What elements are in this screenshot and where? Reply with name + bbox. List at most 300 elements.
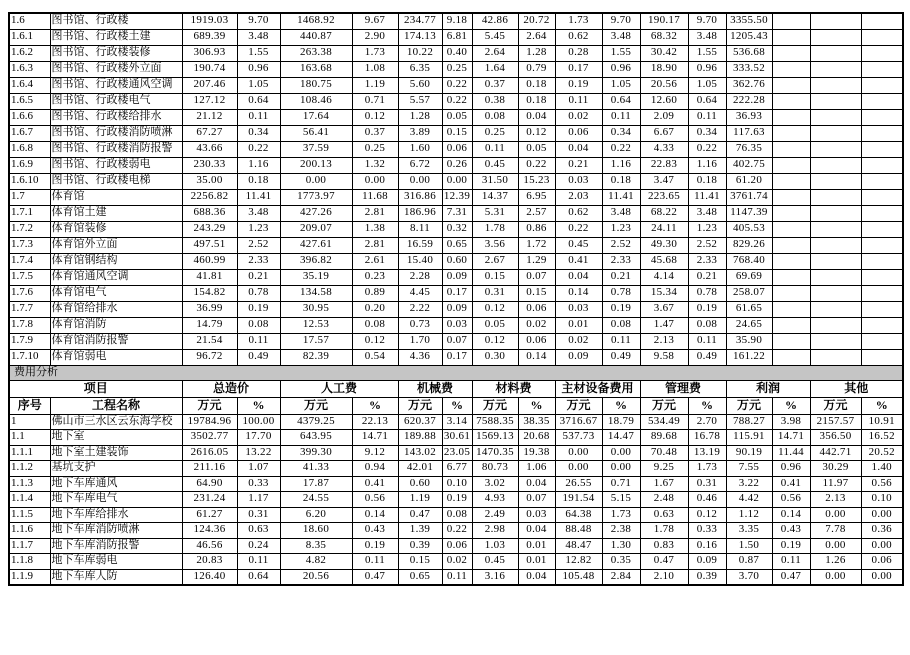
value-cell: 0.06 (555, 125, 602, 141)
value-cell: 0.09 (555, 349, 602, 365)
row-number-cell: 1.1.3 (9, 476, 50, 492)
cost-analysis-grid (8, 12, 904, 586)
value-cell: 68.22 (640, 205, 688, 221)
value-cell: 0.06 (518, 301, 555, 317)
value-cell: 2157.57 (810, 414, 861, 430)
value-cell: 17.64 (280, 109, 352, 125)
value-cell: 88.48 (555, 523, 602, 539)
value-cell: 3.16 (472, 569, 518, 585)
value-cell: 0.06 (442, 538, 472, 554)
value-cell (861, 333, 903, 349)
value-cell: 440.87 (280, 29, 352, 45)
value-cell (772, 93, 810, 109)
value-cell (810, 285, 861, 301)
value-cell: 61.20 (726, 173, 772, 189)
value-cell: 0.96 (772, 461, 810, 477)
value-cell: 0.04 (518, 476, 555, 492)
value-cell: 1.23 (688, 221, 726, 237)
row-number-cell: 1.1 (9, 430, 50, 446)
analysis-table-row (9, 507, 903, 523)
value-cell: 643.95 (280, 430, 352, 446)
row-number-cell: 1.7.1 (9, 205, 50, 221)
value-cell: 0.00 (861, 507, 903, 523)
value-cell: 0.00 (602, 461, 640, 477)
value-cell: 0.43 (352, 523, 398, 539)
value-cell: 0.01 (518, 538, 555, 554)
value-cell: 1773.97 (280, 189, 352, 205)
value-cell: 0.00 (810, 538, 861, 554)
value-cell: 96.72 (182, 349, 237, 365)
value-cell: 0.05 (442, 109, 472, 125)
value-cell: 20.56 (280, 569, 352, 585)
value-cell: 0.19 (442, 492, 472, 508)
value-cell: 2.52 (602, 237, 640, 253)
value-cell: 0.14 (352, 507, 398, 523)
value-cell: 0.00 (861, 538, 903, 554)
value-cell: 0.64 (602, 93, 640, 109)
project-name-cell: 体育馆消防 (50, 317, 182, 333)
top-table-row (9, 285, 903, 301)
row-number-cell: 1.7.10 (9, 349, 50, 365)
analysis-table-row (9, 554, 903, 570)
grid-body (9, 13, 903, 585)
value-cell: 14.47 (602, 430, 640, 446)
project-name-cell: 图书馆、行政楼电梯 (50, 173, 182, 189)
value-cell: 48.47 (555, 538, 602, 554)
column-group-header: 主材设备费用 (555, 380, 640, 397)
value-cell: 356.50 (810, 430, 861, 446)
value-cell: 42.01 (398, 461, 442, 477)
value-cell: 0.22 (602, 141, 640, 157)
value-cell: 0.00 (555, 445, 602, 461)
value-cell: 0.18 (518, 93, 555, 109)
value-cell: 0.04 (518, 523, 555, 539)
row-number-cell: 1.7.2 (9, 221, 50, 237)
value-cell: 9.25 (640, 461, 688, 477)
value-cell: 0.04 (555, 141, 602, 157)
value-cell: 0.21 (602, 269, 640, 285)
value-cell: 0.19 (772, 538, 810, 554)
col-header-pct: % (861, 397, 903, 414)
value-cell: 402.75 (726, 157, 772, 173)
value-cell: 534.49 (640, 414, 688, 430)
value-cell (772, 301, 810, 317)
value-cell: 30.42 (640, 45, 688, 61)
value-cell: 0.00 (280, 173, 352, 189)
project-name-cell: 地下车库弱电 (50, 554, 182, 570)
value-cell: 26.55 (555, 476, 602, 492)
value-cell: 163.68 (280, 61, 352, 77)
top-table-row (9, 253, 903, 269)
value-cell: 0.09 (442, 301, 472, 317)
value-cell: 2.33 (688, 253, 726, 269)
value-cell: 0.01 (518, 554, 555, 570)
value-cell: 4.42 (726, 492, 772, 508)
value-cell: 0.03 (518, 507, 555, 523)
value-cell: 0.12 (352, 109, 398, 125)
project-name-cell: 图书馆、行政楼外立面 (50, 61, 182, 77)
value-cell: 191.54 (555, 492, 602, 508)
value-cell: 207.46 (182, 77, 237, 93)
value-cell: 0.64 (688, 93, 726, 109)
analysis-table-row (9, 445, 903, 461)
value-cell: 536.68 (726, 45, 772, 61)
value-cell: 0.03 (442, 317, 472, 333)
value-cell: 2.98 (472, 523, 518, 539)
value-cell: 11.44 (772, 445, 810, 461)
value-cell: 0.02 (518, 317, 555, 333)
col-header-unit: 万元 (555, 397, 602, 414)
row-number-cell: 1.1.4 (9, 492, 50, 508)
value-cell: 30.61 (442, 430, 472, 446)
col-header-name: 工程名称 (50, 397, 182, 414)
value-cell: 1.47 (640, 317, 688, 333)
value-cell: 0.19 (602, 301, 640, 317)
value-cell (861, 221, 903, 237)
value-cell: 0.12 (688, 507, 726, 523)
value-cell (772, 237, 810, 253)
top-table-row (9, 317, 903, 333)
value-cell: 6.72 (398, 157, 442, 173)
col-header-unit: 万元 (726, 397, 772, 414)
value-cell: 64.38 (555, 507, 602, 523)
value-cell: 0.11 (237, 109, 280, 125)
value-cell: 1.60 (398, 141, 442, 157)
top-table-row (9, 333, 903, 349)
col-header-unit: 万元 (182, 397, 237, 414)
value-cell: 0.31 (472, 285, 518, 301)
value-cell: 258.07 (726, 285, 772, 301)
col-header-pct: % (237, 397, 280, 414)
value-cell: 30.29 (810, 461, 861, 477)
value-cell: 11.97 (810, 476, 861, 492)
row-number-cell: 1.6.2 (9, 45, 50, 61)
value-cell: 2.81 (352, 237, 398, 253)
value-cell: 2.61 (352, 253, 398, 269)
value-cell: 46.56 (182, 538, 237, 554)
value-cell: 35.19 (280, 269, 352, 285)
col-header-pct: % (602, 397, 640, 414)
row-number-cell: 1.1.2 (9, 461, 50, 477)
top-table-row (9, 93, 903, 109)
value-cell: 7588.35 (472, 414, 518, 430)
value-cell (810, 45, 861, 61)
value-cell (861, 93, 903, 109)
value-cell: 0.18 (518, 77, 555, 93)
value-cell (810, 349, 861, 365)
value-cell: 0.16 (688, 538, 726, 554)
value-cell: 0.54 (352, 349, 398, 365)
value-cell: 2.64 (472, 45, 518, 61)
project-name-cell: 图书馆、行政楼电气 (50, 93, 182, 109)
value-cell: 2.09 (640, 109, 688, 125)
value-cell: 497.51 (182, 237, 237, 253)
value-cell: 0.00 (352, 173, 398, 189)
project-name-cell: 体育馆消防报警 (50, 333, 182, 349)
value-cell: 12.53 (280, 317, 352, 333)
value-cell (810, 93, 861, 109)
value-cell: 1470.35 (472, 445, 518, 461)
row-number-cell: 1.7 (9, 189, 50, 205)
value-cell: 2.10 (640, 569, 688, 585)
value-cell: 35.00 (182, 173, 237, 189)
value-cell: 222.28 (726, 93, 772, 109)
value-cell: 4.82 (280, 554, 352, 570)
row-number-cell: 1.7.9 (9, 333, 50, 349)
value-cell: 20.72 (518, 13, 555, 29)
value-cell: 0.18 (602, 173, 640, 189)
value-cell (772, 253, 810, 269)
value-cell: 0.04 (518, 109, 555, 125)
value-cell: 0.79 (518, 61, 555, 77)
top-table-row (9, 189, 903, 205)
value-cell: 45.68 (640, 253, 688, 269)
top-table-row (9, 29, 903, 45)
value-cell: 127.12 (182, 93, 237, 109)
column-group-header: 其他 (810, 380, 903, 397)
value-cell (810, 237, 861, 253)
value-cell: 0.86 (518, 221, 555, 237)
row-number-cell: 1.7.3 (9, 237, 50, 253)
value-cell: 0.11 (472, 141, 518, 157)
value-cell: 1.03 (472, 538, 518, 554)
value-cell: 161.22 (726, 349, 772, 365)
value-cell: 0.12 (518, 125, 555, 141)
value-cell: 0.17 (442, 285, 472, 301)
top-table-row (9, 205, 903, 221)
value-cell: 115.91 (726, 430, 772, 446)
value-cell: 768.40 (726, 253, 772, 269)
value-cell: 0.35 (602, 554, 640, 570)
value-cell: 0.22 (442, 93, 472, 109)
value-cell: 0.65 (398, 569, 442, 585)
value-cell: 0.21 (555, 157, 602, 173)
value-cell (810, 301, 861, 317)
value-cell: 689.39 (182, 29, 237, 45)
row-number-cell: 1.1.9 (9, 569, 50, 585)
value-cell: 76.35 (726, 141, 772, 157)
value-cell: 3.67 (640, 301, 688, 317)
value-cell: 22.83 (640, 157, 688, 173)
value-cell: 20.68 (518, 430, 555, 446)
value-cell: 0.14 (518, 349, 555, 365)
value-cell: 0.06 (518, 333, 555, 349)
value-cell (861, 109, 903, 125)
value-cell: 0.38 (472, 93, 518, 109)
project-name-cell: 地下室 (50, 430, 182, 446)
value-cell (861, 125, 903, 141)
value-cell: 0.65 (442, 237, 472, 253)
value-cell: 2.64 (518, 29, 555, 45)
value-cell (861, 253, 903, 269)
col-header-unit: 万元 (810, 397, 861, 414)
value-cell: 180.75 (280, 77, 352, 93)
value-cell: 12.82 (555, 554, 602, 570)
value-cell: 0.64 (237, 93, 280, 109)
value-cell: 0.47 (398, 507, 442, 523)
value-cell: 1468.92 (280, 13, 352, 29)
value-cell: 2.13 (810, 492, 861, 508)
value-cell: 1.05 (688, 77, 726, 93)
row-number-cell: 1.1.8 (9, 554, 50, 570)
value-cell: 442.71 (810, 445, 861, 461)
value-cell (772, 77, 810, 93)
top-table-row (9, 77, 903, 93)
value-cell: 17.87 (280, 476, 352, 492)
row-number-cell: 1.1.5 (9, 507, 50, 523)
value-cell: 0.33 (237, 476, 280, 492)
value-cell: 0.45 (472, 157, 518, 173)
value-cell (772, 285, 810, 301)
value-cell: 7.31 (442, 205, 472, 221)
value-cell: 1.28 (398, 109, 442, 125)
analysis-table-row (9, 569, 903, 585)
row-number-cell: 1.6.4 (9, 77, 50, 93)
value-cell: 0.08 (237, 317, 280, 333)
value-cell: 0.33 (688, 523, 726, 539)
value-cell: 0.11 (352, 554, 398, 570)
value-cell: 0.41 (555, 253, 602, 269)
value-cell: 0.01 (555, 317, 602, 333)
value-cell: 1.78 (472, 221, 518, 237)
top-table-row (9, 125, 903, 141)
value-cell: 16.78 (688, 430, 726, 446)
value-cell: 16.52 (861, 430, 903, 446)
value-cell: 0.22 (518, 157, 555, 173)
value-cell (810, 29, 861, 45)
value-cell (861, 269, 903, 285)
value-cell: 4.93 (472, 492, 518, 508)
value-cell: 0.00 (810, 507, 861, 523)
value-cell: 18.79 (602, 414, 640, 430)
value-cell: 0.11 (688, 333, 726, 349)
value-cell (861, 301, 903, 317)
value-cell: 2.33 (602, 253, 640, 269)
value-cell (810, 157, 861, 173)
value-cell: 3.98 (772, 414, 810, 430)
value-cell: 31.50 (472, 173, 518, 189)
value-cell: 0.19 (237, 301, 280, 317)
value-cell: 3.48 (237, 205, 280, 221)
value-cell: 1.73 (352, 45, 398, 61)
value-cell: 17.70 (237, 430, 280, 446)
row-number-cell: 1.6.6 (9, 109, 50, 125)
value-cell: 186.96 (398, 205, 442, 221)
col-header-pct: % (688, 397, 726, 414)
value-cell: 15.34 (640, 285, 688, 301)
value-cell: 17.57 (280, 333, 352, 349)
analysis-table-row (9, 414, 903, 430)
col-header-pct: % (352, 397, 398, 414)
value-cell: 0.34 (602, 125, 640, 141)
col-header-pct: % (442, 397, 472, 414)
value-cell: 0.00 (602, 445, 640, 461)
project-name-cell: 体育馆装修 (50, 221, 182, 237)
value-cell: 0.24 (237, 538, 280, 554)
value-cell: 0.60 (398, 476, 442, 492)
value-cell: 0.18 (688, 173, 726, 189)
value-cell: 22.13 (352, 414, 398, 430)
value-cell: 64.90 (182, 476, 237, 492)
value-cell: 41.81 (182, 269, 237, 285)
value-cell (861, 237, 903, 253)
value-cell (861, 13, 903, 29)
value-cell: 405.53 (726, 221, 772, 237)
column-group-header: 利润 (726, 380, 810, 397)
value-cell: 0.56 (772, 492, 810, 508)
analysis-table-row (9, 492, 903, 508)
col-header-unit: 万元 (280, 397, 352, 414)
value-cell: 1.23 (237, 221, 280, 237)
value-cell: 20.83 (182, 554, 237, 570)
value-cell: 190.17 (640, 13, 688, 29)
value-cell (772, 333, 810, 349)
value-cell: 2616.05 (182, 445, 237, 461)
project-name-cell: 体育馆外立面 (50, 237, 182, 253)
value-cell: 0.96 (237, 61, 280, 77)
header-group-row (9, 380, 903, 397)
value-cell (772, 141, 810, 157)
value-cell: 3502.77 (182, 430, 237, 446)
value-cell: 829.26 (726, 237, 772, 253)
value-cell: 2.33 (237, 253, 280, 269)
value-cell: 0.15 (442, 125, 472, 141)
value-cell: 0.45 (472, 554, 518, 570)
row-number-cell: 1 (9, 414, 50, 430)
project-name-cell: 地下车库消防喷淋 (50, 523, 182, 539)
value-cell: 1.17 (237, 492, 280, 508)
value-cell: 3.47 (640, 173, 688, 189)
value-cell: 8.11 (398, 221, 442, 237)
value-cell: 14.79 (182, 317, 237, 333)
value-cell: 0.02 (442, 554, 472, 570)
value-cell: 0.08 (442, 507, 472, 523)
value-cell: 0.02 (555, 109, 602, 125)
value-cell (861, 205, 903, 221)
value-cell: 6.35 (398, 61, 442, 77)
value-cell: 0.06 (861, 554, 903, 570)
value-cell: 2.28 (398, 269, 442, 285)
value-cell: 4.45 (398, 285, 442, 301)
value-cell: 6.67 (640, 125, 688, 141)
value-cell: 0.45 (555, 237, 602, 253)
value-cell: 1.72 (518, 237, 555, 253)
value-cell: 117.63 (726, 125, 772, 141)
value-cell: 0.87 (726, 554, 772, 570)
value-cell (810, 317, 861, 333)
value-cell: 1.30 (602, 538, 640, 554)
value-cell: 306.93 (182, 45, 237, 61)
value-cell: 0.78 (237, 285, 280, 301)
value-cell: 0.78 (688, 285, 726, 301)
top-table-row (9, 157, 903, 173)
value-cell: 6.81 (442, 29, 472, 45)
project-name-cell: 体育馆电气 (50, 285, 182, 301)
value-cell: 1.06 (518, 461, 555, 477)
value-cell: 0.08 (352, 317, 398, 333)
value-cell: 3355.50 (726, 13, 772, 29)
top-table-row (9, 269, 903, 285)
value-cell: 0.04 (518, 569, 555, 585)
value-cell (861, 189, 903, 205)
value-cell (810, 269, 861, 285)
value-cell: 80.73 (472, 461, 518, 477)
value-cell: 1.78 (640, 523, 688, 539)
project-name-cell: 佛山市三水区云东海学校 (50, 414, 182, 430)
value-cell: 2.22 (398, 301, 442, 317)
value-cell: 0.26 (442, 157, 472, 173)
value-cell: 5.31 (472, 205, 518, 221)
